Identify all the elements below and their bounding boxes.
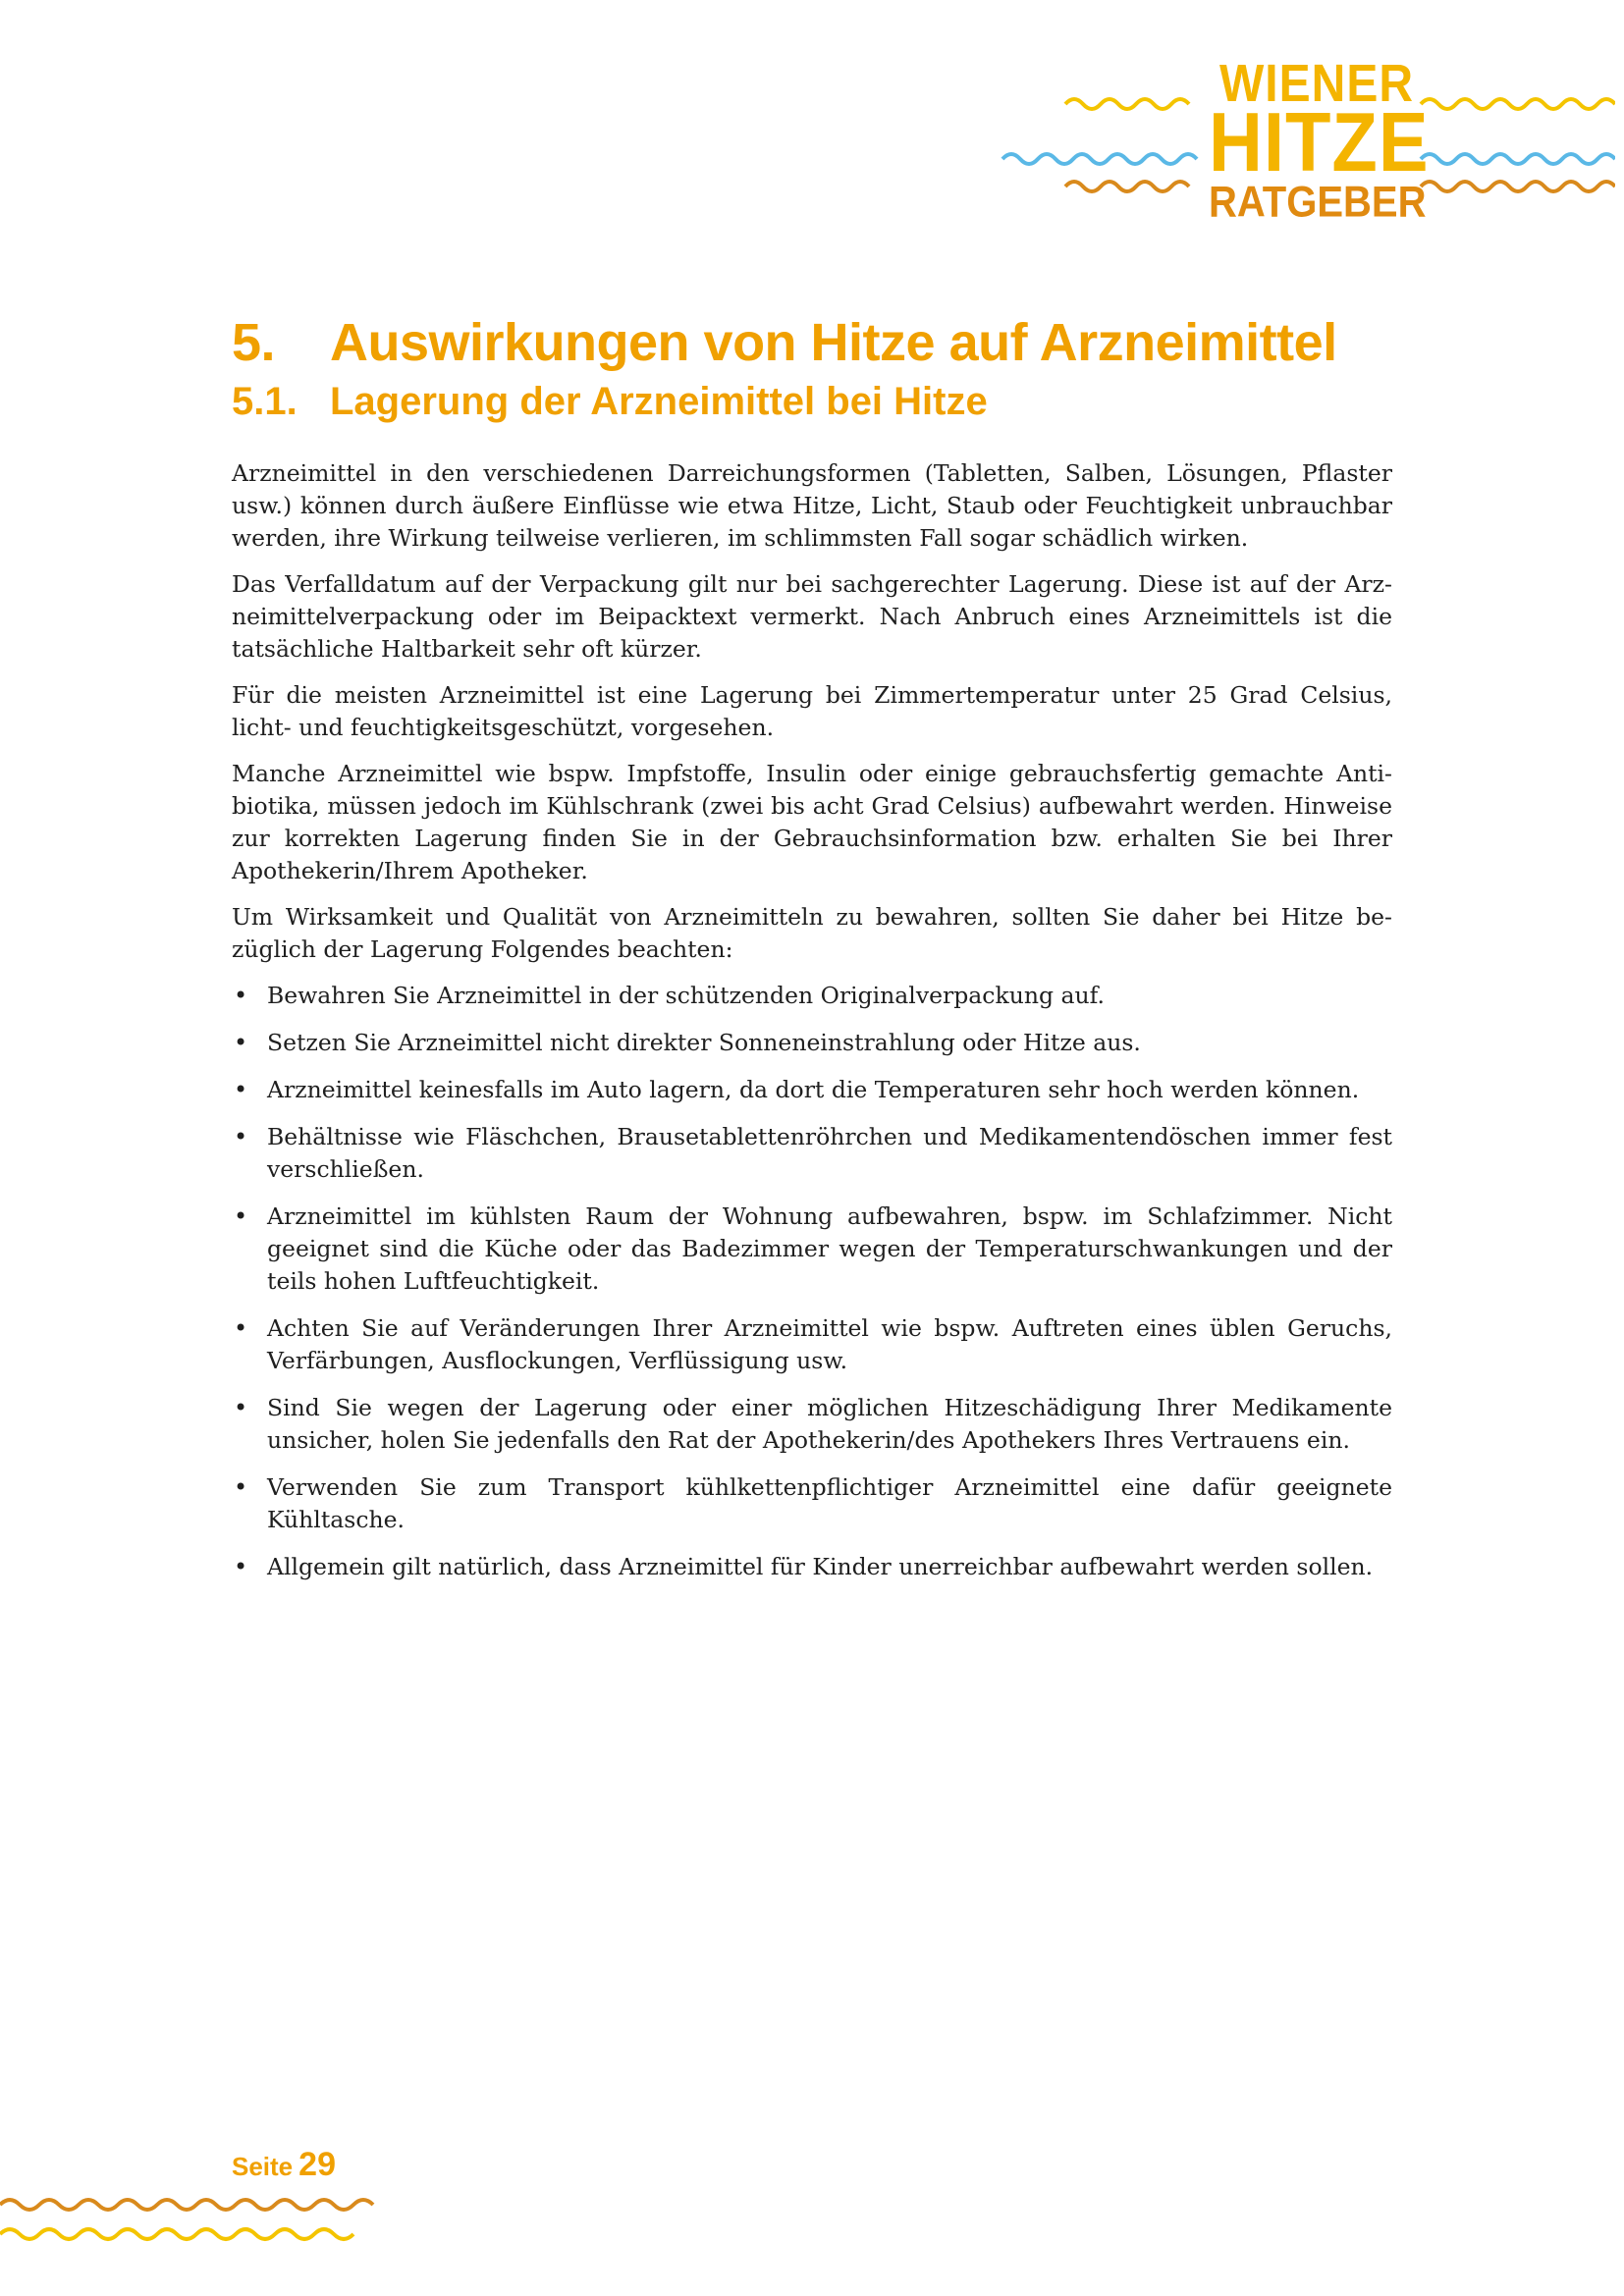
logo-wave-orange-left	[1065, 182, 1189, 191]
bullet-list	[232, 980, 1392, 1583]
bullet-item: • Achten Sie auf Veränderungen Ihrer Arzneimittel wie bspw. Auftreten eines üblen Geruchs, Verfärbungen, Ausflockungen, Verflüssigung usw.	[232, 1312, 1392, 1377]
section-heading	[232, 380, 988, 424]
page-number: 29	[298, 2146, 336, 2183]
bullet-item: • Setzen Sie Arzneimittel nicht direkter Sonneneinstrahlung oder Hitze aus.	[232, 1027, 1392, 1059]
section-number: 5.1.	[232, 380, 298, 423]
page-footer	[232, 2146, 336, 2184]
paragraph: Arzneimittel in den verschiedenen Darreichungsformen (Tabletten, Salben, Lösungen, Pflaster usw.) können durch äußere Einflüsse wie etwa Hitze, Licht, Staub oder Feuchtigkeit unbrauchbar werden, ihre Wirkung teilweise verlieren, im schlimmsten Fall sogar schädlich wirken.	[232, 459, 1392, 552]
bullet-item: • Allgemein gilt natürlich, dass Arzneimittel für Kinder unerreichbar aufbewahrt werden sollen.	[232, 1551, 1392, 1583]
footer-wave-orange	[0, 2200, 373, 2210]
bullet-item: • Arzneimittel keinesfalls im Auto lagern, da dort die Temperaturen sehr hoch werden können.	[232, 1074, 1392, 1106]
wiener-hitze-logo	[997, 54, 1615, 228]
logo-line-hitze: HITZE	[1209, 95, 1430, 190]
footer-wave-yellow	[0, 2229, 353, 2239]
footer-waves-graphic	[0, 2195, 393, 2254]
section-title: Lagerung der Arzneimittel bei Hitze	[330, 380, 988, 423]
paragraph: Das Verfalldatum auf der Verpackung gilt nur bei sachgerechter Lagerung. Diese ist auf der Arzneimittelverpackung oder im Beipacktext vermerkt. Nach Anbruch eines Arzneimittels ist die tatsächliche Haltbarkeit sehr oft kürzer.	[232, 570, 1392, 663]
paragraph: Manche Arzneimittel wie bspw. Impfstoffe, Insulin oder einige gebrauchsfertig gemachte Antibiotika, müssen jedoch im Kühlschrank (zwei bis acht Grad Celsius) aufbewahrt werden. Hinweise zur korrekten Lagerung finden Sie in der Gebrauchsinformation bzw. erhalten Sie bei Ihrer Apothekerin/Ihrem Apotheker.	[232, 760, 1392, 884]
bullet-item: • Behältnisse wie Fläschchen, Brausetablettenröhrchen und Medikamentendöschen immer fest verschließen.	[232, 1121, 1392, 1186]
chapter-number: 5.	[232, 313, 276, 372]
paragraph: Für die meisten Arzneimittel ist eine Lagerung bei Zimmertemperatur unter 25 Grad Celsius, licht- und feuchtigkeitsgeschützt, vorgesehen.	[232, 681, 1392, 741]
bullet-item: • Sind Sie wegen der Lagerung oder einer möglichen Hitzeschädigung Ihrer Medikamente unsicher, holen Sie jedenfalls den Rat der Apothekerin/des Apothekers Ihres Vertrauens ein.	[232, 1392, 1392, 1457]
logo-wave-orange-right	[1421, 182, 1615, 191]
bullet-item: • Bewahren Sie Arzneimittel in der schützenden Originalverpackung auf.	[232, 980, 1392, 1012]
logo-line-wiener: WIENER	[1219, 54, 1414, 114]
chapter-heading	[232, 312, 1337, 373]
body-content	[232, 457, 1392, 1598]
paragraph: Um Wirksamkeit und Qualität von Arzneimitteln zu bewahren, sollten Sie daher bei Hitze bezüglich der Lagerung Folgendes beachten:	[232, 903, 1392, 963]
logo-wave-blue-left	[1002, 154, 1197, 164]
bullet-item: • Arzneimittel im kühlsten Raum der Wohnung aufbewahren, bspw. im Schlafzimmer. Nicht geeignet sind die Küche oder das Badezimmer wegen der Temperaturschwankungen und der teils hohen Luftfeuchtigkeit.	[232, 1201, 1392, 1298]
logo-wave-blue-right	[1421, 154, 1615, 164]
bullet-item: • Verwenden Sie zum Transport kühlkettenpflichtiger Arzneimittel eine dafür geeignete Kühltasche.	[232, 1471, 1392, 1536]
logo-text	[1209, 54, 1430, 227]
logo-wave-yellow-left	[1065, 99, 1189, 109]
chapter-title: Auswirkungen von Hitze auf Arzneimittel	[330, 313, 1337, 372]
logo-wave-yellow-right	[1421, 99, 1615, 109]
logo-line-ratgeber: RATGEBER	[1209, 178, 1427, 227]
page-label: Seite	[232, 2152, 294, 2181]
